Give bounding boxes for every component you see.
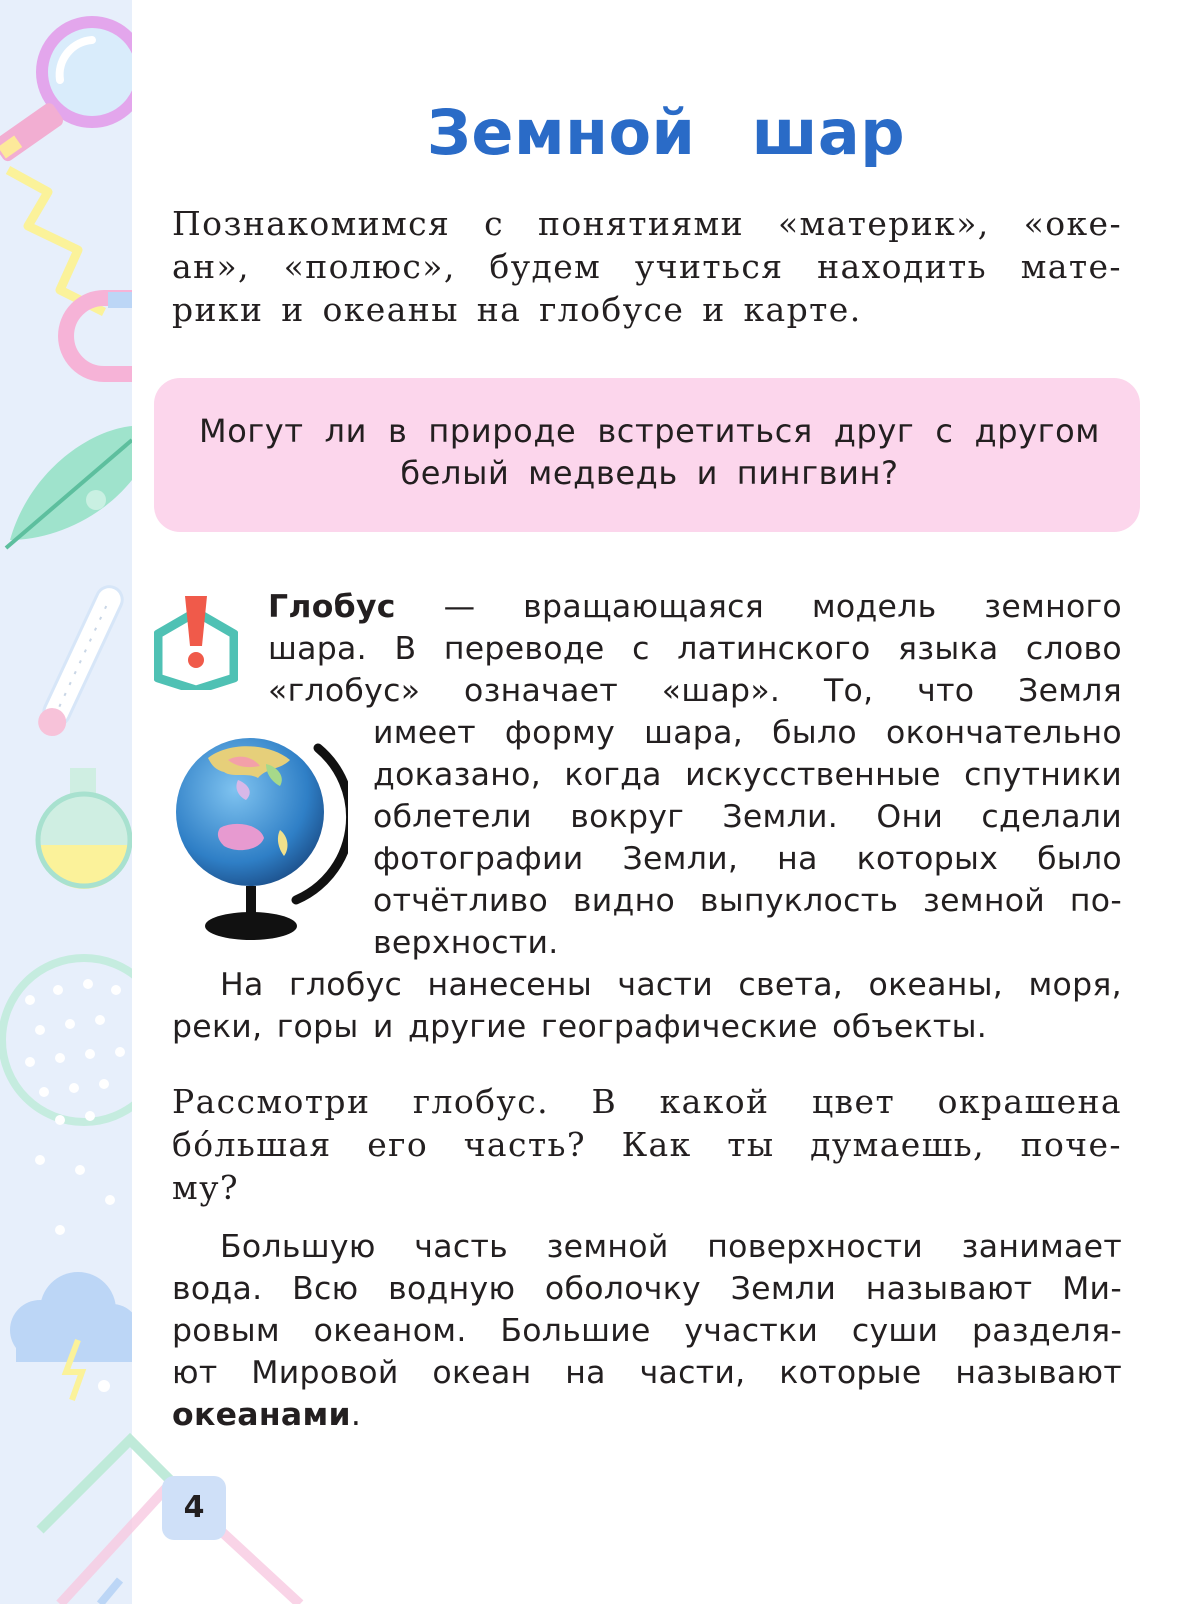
globe-objects-line: реки, горы и другие географические объекты. — [172, 1009, 988, 1045]
consider-line: Рассмотри глобус. В какой цвет окрашена — [172, 1082, 1122, 1121]
intro-line: ан», «полюс», будем учиться находить мате- — [172, 247, 1122, 286]
leaf-icon — [6, 426, 132, 548]
ocean-paragraph — [172, 1226, 1122, 1436]
intro-line: Познакомимся с понятиями «материк», «оке- — [172, 204, 1122, 243]
ocean-line: ют Мировой океан на части, которые называют — [172, 1355, 1122, 1391]
consider-line: му? — [172, 1168, 239, 1207]
ocean-line-1-text: Большую часть земной поверхности занимает — [220, 1229, 1122, 1265]
ocean-term: океанами — [172, 1397, 351, 1433]
consider-question — [172, 1080, 1122, 1209]
globe-definition-rest — [373, 712, 1122, 964]
side-decoration-strip — [0, 0, 132, 1604]
ocean-line-1 — [172, 1226, 1122, 1268]
question-line: белый медведь и пингвин? — [400, 454, 899, 492]
ocean-line: вода. Всю водную оболочку Земли называют Ми- — [172, 1271, 1122, 1307]
definition-line: облетели вокруг Земли. Они сделали — [373, 799, 1122, 835]
consider-line: бо́льшая его часть? Как ты думаешь, поче- — [172, 1125, 1122, 1164]
question-line: Могут ли в природе встретиться друг с другом — [199, 412, 1100, 450]
ocean-line: ровым океаном. Большие участки суши разделя- — [172, 1313, 1122, 1349]
definition-line-1 — [268, 586, 1122, 628]
definition-line: доказано, когда искусственные спутники — [373, 757, 1122, 793]
definition-line: шара. В переводе с латинского языка слово — [268, 631, 1122, 667]
globe-objects-paragraph — [172, 964, 1122, 1048]
exclamation-hexagon-icon — [154, 594, 238, 690]
definition-line: «глобус» означает «шар». То, что Земля — [268, 673, 1122, 709]
page-title: Земной шар — [426, 96, 906, 169]
globe-image — [168, 720, 348, 950]
definition-line: отчётливо видно выпуклость земной по- — [373, 883, 1122, 919]
intro-line: рики и океаны на глобусе и карте. — [172, 290, 862, 329]
definition-line: фотографии Земли, на которых было — [373, 841, 1122, 877]
page-number: 4 — [162, 1476, 226, 1540]
globe-objects-line-1-text: На глобус нанесены части света, океаны, моря, — [220, 967, 1122, 1003]
thermometer-icon — [34, 582, 128, 741]
question-box — [154, 378, 1140, 532]
intro-paragraph — [172, 202, 1122, 331]
cloud-storm-icon — [10, 1272, 132, 1400]
globe-definition-top — [268, 586, 1122, 712]
definition-line: имеет форму шара, было окончательно — [373, 715, 1122, 751]
flask-icon — [38, 768, 130, 889]
magnifier-icon — [0, 22, 132, 163]
dots-circle-icon — [2, 958, 132, 1235]
ocean-term-suffix: . — [350, 1397, 362, 1433]
definition-line-1-rest: — вращающаяся модель земного — [443, 589, 1122, 625]
globe-objects-line-1 — [172, 964, 1122, 1006]
ocean-line-last — [172, 1394, 1122, 1436]
definition-term: Глобус — [268, 589, 396, 625]
lightning-icon — [8, 170, 104, 312]
definition-line: верхности. — [373, 925, 559, 961]
side-decoration-art — [0, 0, 132, 1604]
